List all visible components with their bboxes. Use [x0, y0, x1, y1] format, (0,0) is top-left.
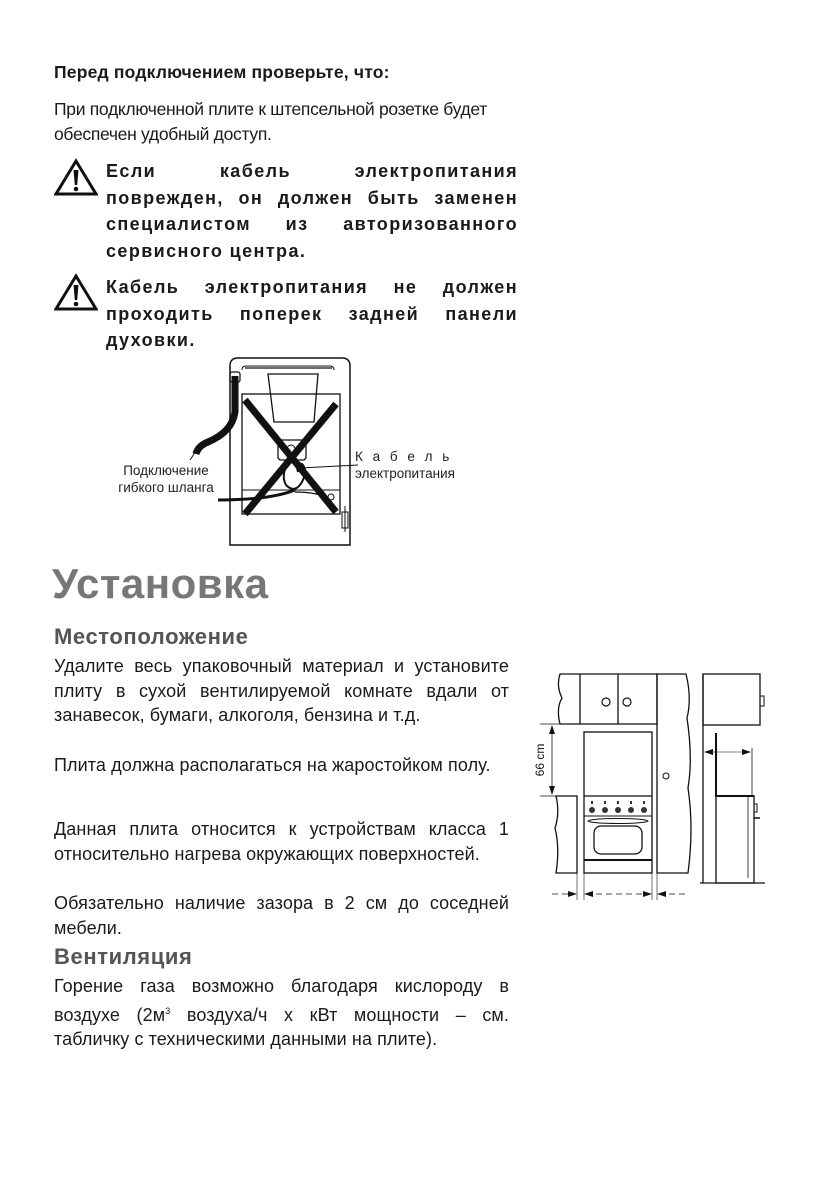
- cable-label-line2: электропитания: [355, 466, 455, 481]
- dimension-label: 66 cm: [533, 743, 547, 777]
- cable-label-line1: К а б е л ь: [355, 449, 453, 464]
- location-paragraph-2: Плита должна располагаться на жаростойком полу.: [54, 755, 491, 775]
- access-paragraph: При подключенной плите к штепсельной розетке будет обеспечен удобный доступ.: [54, 99, 487, 144]
- oven-back-diagram: [90, 352, 490, 557]
- ventilation-paragraph: [54, 974, 509, 1052]
- warning-icon-2: [54, 273, 98, 311]
- superscript-3: 3: [165, 1005, 171, 1016]
- ventilation-text-1: Горение газа возможно благодаря кислороду в воздухе (2м: [54, 976, 509, 1025]
- cable-label: [355, 448, 490, 482]
- kitchen-placement-illustration: [530, 668, 810, 908]
- placement-diagram: [530, 668, 810, 908]
- ventilation-text-2: воздуха/ч х кВт мощности – см. табличку с техническими данными на плите).: [54, 1004, 509, 1049]
- installation-title: Установка: [52, 560, 269, 607]
- lead-heading: Перед подключением проверьте, что:: [54, 62, 390, 82]
- hose-label: [111, 462, 221, 496]
- warning-text-1: Если кабель электропитания поврежден, он должен быть заменен специалистом из авторизованного сервисного центра.: [106, 161, 518, 261]
- warning-triangle-icon: [54, 273, 98, 311]
- hose-label-line1: Подключение: [123, 463, 209, 478]
- hose-label-line2: гибкого шланга: [118, 480, 214, 495]
- warning-triangle-icon: [54, 158, 98, 196]
- warning-icon-1: [54, 158, 98, 196]
- warning-text-2: Кабель электропитания не должен проходить поперек задней панели духовки.: [106, 277, 518, 350]
- location-heading: Местоположение: [54, 624, 249, 649]
- location-paragraph-3: Данная плита относится к устройствам класса 1 относительно нагрева окружающих поверхностей.: [54, 819, 509, 864]
- location-paragraph-1: Удалите весь упаковочный материал и установите плиту в сухой вентилируемой комнате вдали от занавесок, бумаги, алкоголя, бензина и т.д.: [54, 656, 509, 725]
- ventilation-heading: Вентиляция: [54, 944, 193, 969]
- location-paragraph-4: Обязательно наличие зазора в 2 см до соседней мебели.: [54, 893, 509, 938]
